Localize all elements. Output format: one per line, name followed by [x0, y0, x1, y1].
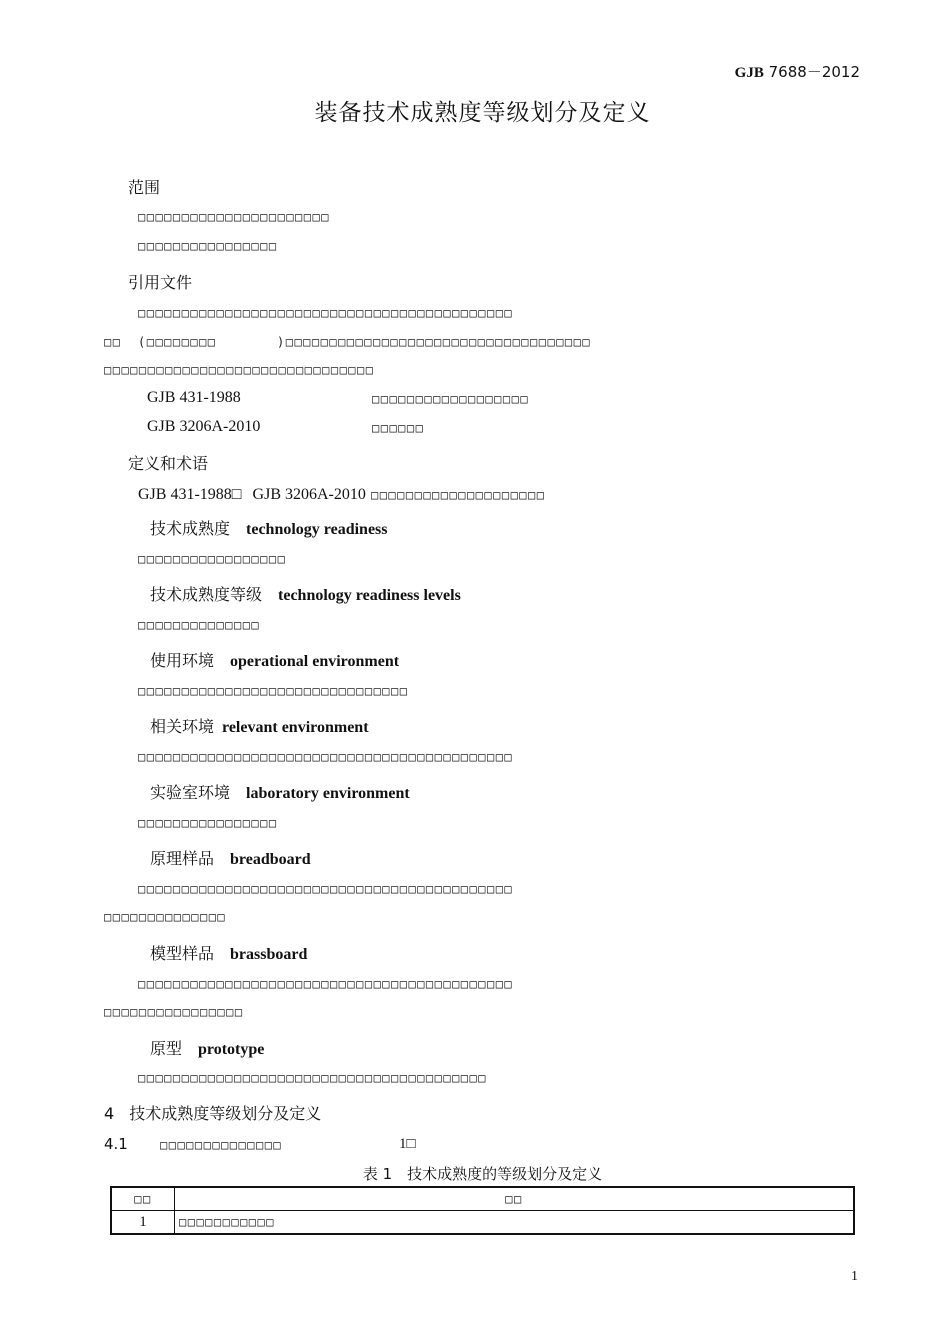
- term-definition-5: □□□□□□□□□□□□□□□□: [138, 816, 278, 830]
- table-header-row: [111, 1187, 854, 1211]
- section-4-number: 4: [104, 1104, 115, 1123]
- term-heading-6: [150, 846, 311, 869]
- references-para-line-2a: □□: [104, 335, 122, 349]
- table-cell-definition: □□□□□□□□□□□: [175, 1211, 855, 1235]
- term-definition-8: □□□□□□□□□□□□□□□□□□□□□□□□□□□□□□□□□□□□□□□□: [138, 1071, 487, 1085]
- reference-code-2: GJB 3206A-2010: [147, 418, 261, 435]
- term-definition-2: □□□□□□□□□□□□□□: [138, 618, 261, 632]
- term-zh: 模型样品: [150, 944, 215, 963]
- term-heading-1: [150, 516, 388, 539]
- term-en: operational environment: [230, 653, 400, 670]
- term-en: technology readiness levels: [278, 587, 461, 604]
- definitions-intro: [138, 484, 545, 504]
- term-zh: 相关环境: [150, 717, 215, 736]
- term-definition-6-line-2: □□□□□□□□□□□□□□: [104, 910, 227, 924]
- term-zh: 原理样品: [150, 849, 215, 868]
- term-heading-7: [150, 941, 307, 964]
- term-heading-3: [150, 648, 399, 671]
- term-en: technology readiness: [246, 521, 388, 538]
- term-definition-3: □□□□□□□□□□□□□□□□□□□□□□□□□□□□□□□: [138, 684, 409, 698]
- reference-code-1: GJB 431-1988: [147, 389, 241, 406]
- term-en: breadboard: [230, 851, 311, 868]
- references-para-line-2b: (□□□□□□□□: [138, 335, 217, 349]
- scope-line-1: □□□□□□□□□□□□□□□□□□□□□□: [138, 210, 330, 224]
- term-en: brassboard: [230, 946, 308, 963]
- document-id-number: 7688－2012: [768, 63, 860, 81]
- subsection-4-1-text: □□□□□□□□□□□□□□: [160, 1138, 283, 1152]
- term-definition-7-line-2: □□□□□□□□□□□□□□□□: [104, 1005, 244, 1019]
- term-definition-4: □□□□□□□□□□□□□□□□□□□□□□□□□□□□□□□□□□□□□□□□□□□: [138, 750, 514, 764]
- reference-name-1: □□□□□□□□□□□□□□□□□□: [372, 392, 530, 406]
- table-header-definition: □□: [175, 1187, 855, 1211]
- section-heading-scope: 范围: [128, 178, 161, 197]
- term-heading-8: [150, 1036, 264, 1059]
- term-zh: 原型: [150, 1039, 183, 1058]
- term-zh: 实验室环境: [150, 783, 231, 802]
- term-heading-2: [150, 582, 461, 605]
- term-definition-7-line-1: □□□□□□□□□□□□□□□□□□□□□□□□□□□□□□□□□□□□□□□□□□□: [138, 977, 514, 991]
- term-en: laboratory environment: [246, 785, 410, 802]
- page-title: 装备技术成熟度等级划分及定义: [314, 100, 651, 126]
- section-4-title: 技术成熟度等级划分及定义: [129, 1104, 322, 1123]
- term-heading-4: [150, 714, 369, 737]
- term-heading-5: [150, 780, 410, 803]
- document-id: [735, 61, 860, 82]
- term-zh: 技术成熟度: [150, 519, 231, 538]
- term-definition-1: □□□□□□□□□□□□□□□□□: [138, 552, 287, 566]
- table-row: [111, 1211, 854, 1235]
- term-en: relevant environment: [222, 719, 369, 736]
- term-definition-6-line-1: □□□□□□□□□□□□□□□□□□□□□□□□□□□□□□□□□□□□□□□□□□□: [138, 882, 514, 896]
- references-para-line-1: □□□□□□□□□□□□□□□□□□□□□□□□□□□□□□□□□□□□□□□□□□□: [138, 306, 514, 320]
- term-en: prototype: [198, 1041, 265, 1058]
- reference-name-2: □□□□□□: [372, 421, 425, 435]
- section-heading-4: [104, 1101, 321, 1124]
- table-header-level: □□: [111, 1187, 175, 1211]
- definitions-intro-rest: □□□□□□□□□□□□□□□□□□□□: [370, 488, 546, 502]
- term-zh: 技术成熟度等级: [150, 585, 263, 604]
- term-zh: 使用环境: [150, 651, 215, 670]
- references-para-line-3: □□□□□□□□□□□□□□□□□□□□□□□□□□□□□□□: [104, 363, 375, 377]
- page-number: 1: [851, 1269, 858, 1284]
- definitions-intro-code-1: GJB 431-1988□: [138, 486, 242, 503]
- subsection-4-1-table-ref: 1□: [399, 1136, 416, 1152]
- scope-line-2: □□□□□□□□□□□□□□□□: [138, 239, 278, 253]
- document-id-prefix: GJB: [734, 65, 764, 81]
- section-heading-definitions: 定义和术语: [128, 454, 209, 473]
- section-heading-references: 引用文件: [128, 273, 193, 292]
- table-cell-level: 1: [111, 1211, 175, 1235]
- definition-table: [110, 1186, 855, 1235]
- references-para-line-2c: )□□□□□□□□□□□□□□□□□□□□□□□□□□□□□□□□□□□: [277, 335, 592, 349]
- table-caption: 表 1 技术成熟度的等级划分及定义: [362, 1165, 603, 1183]
- definitions-intro-code-2: GJB 3206A-2010: [252, 486, 366, 503]
- subsection-4-1-number: 4.1: [104, 1135, 128, 1153]
